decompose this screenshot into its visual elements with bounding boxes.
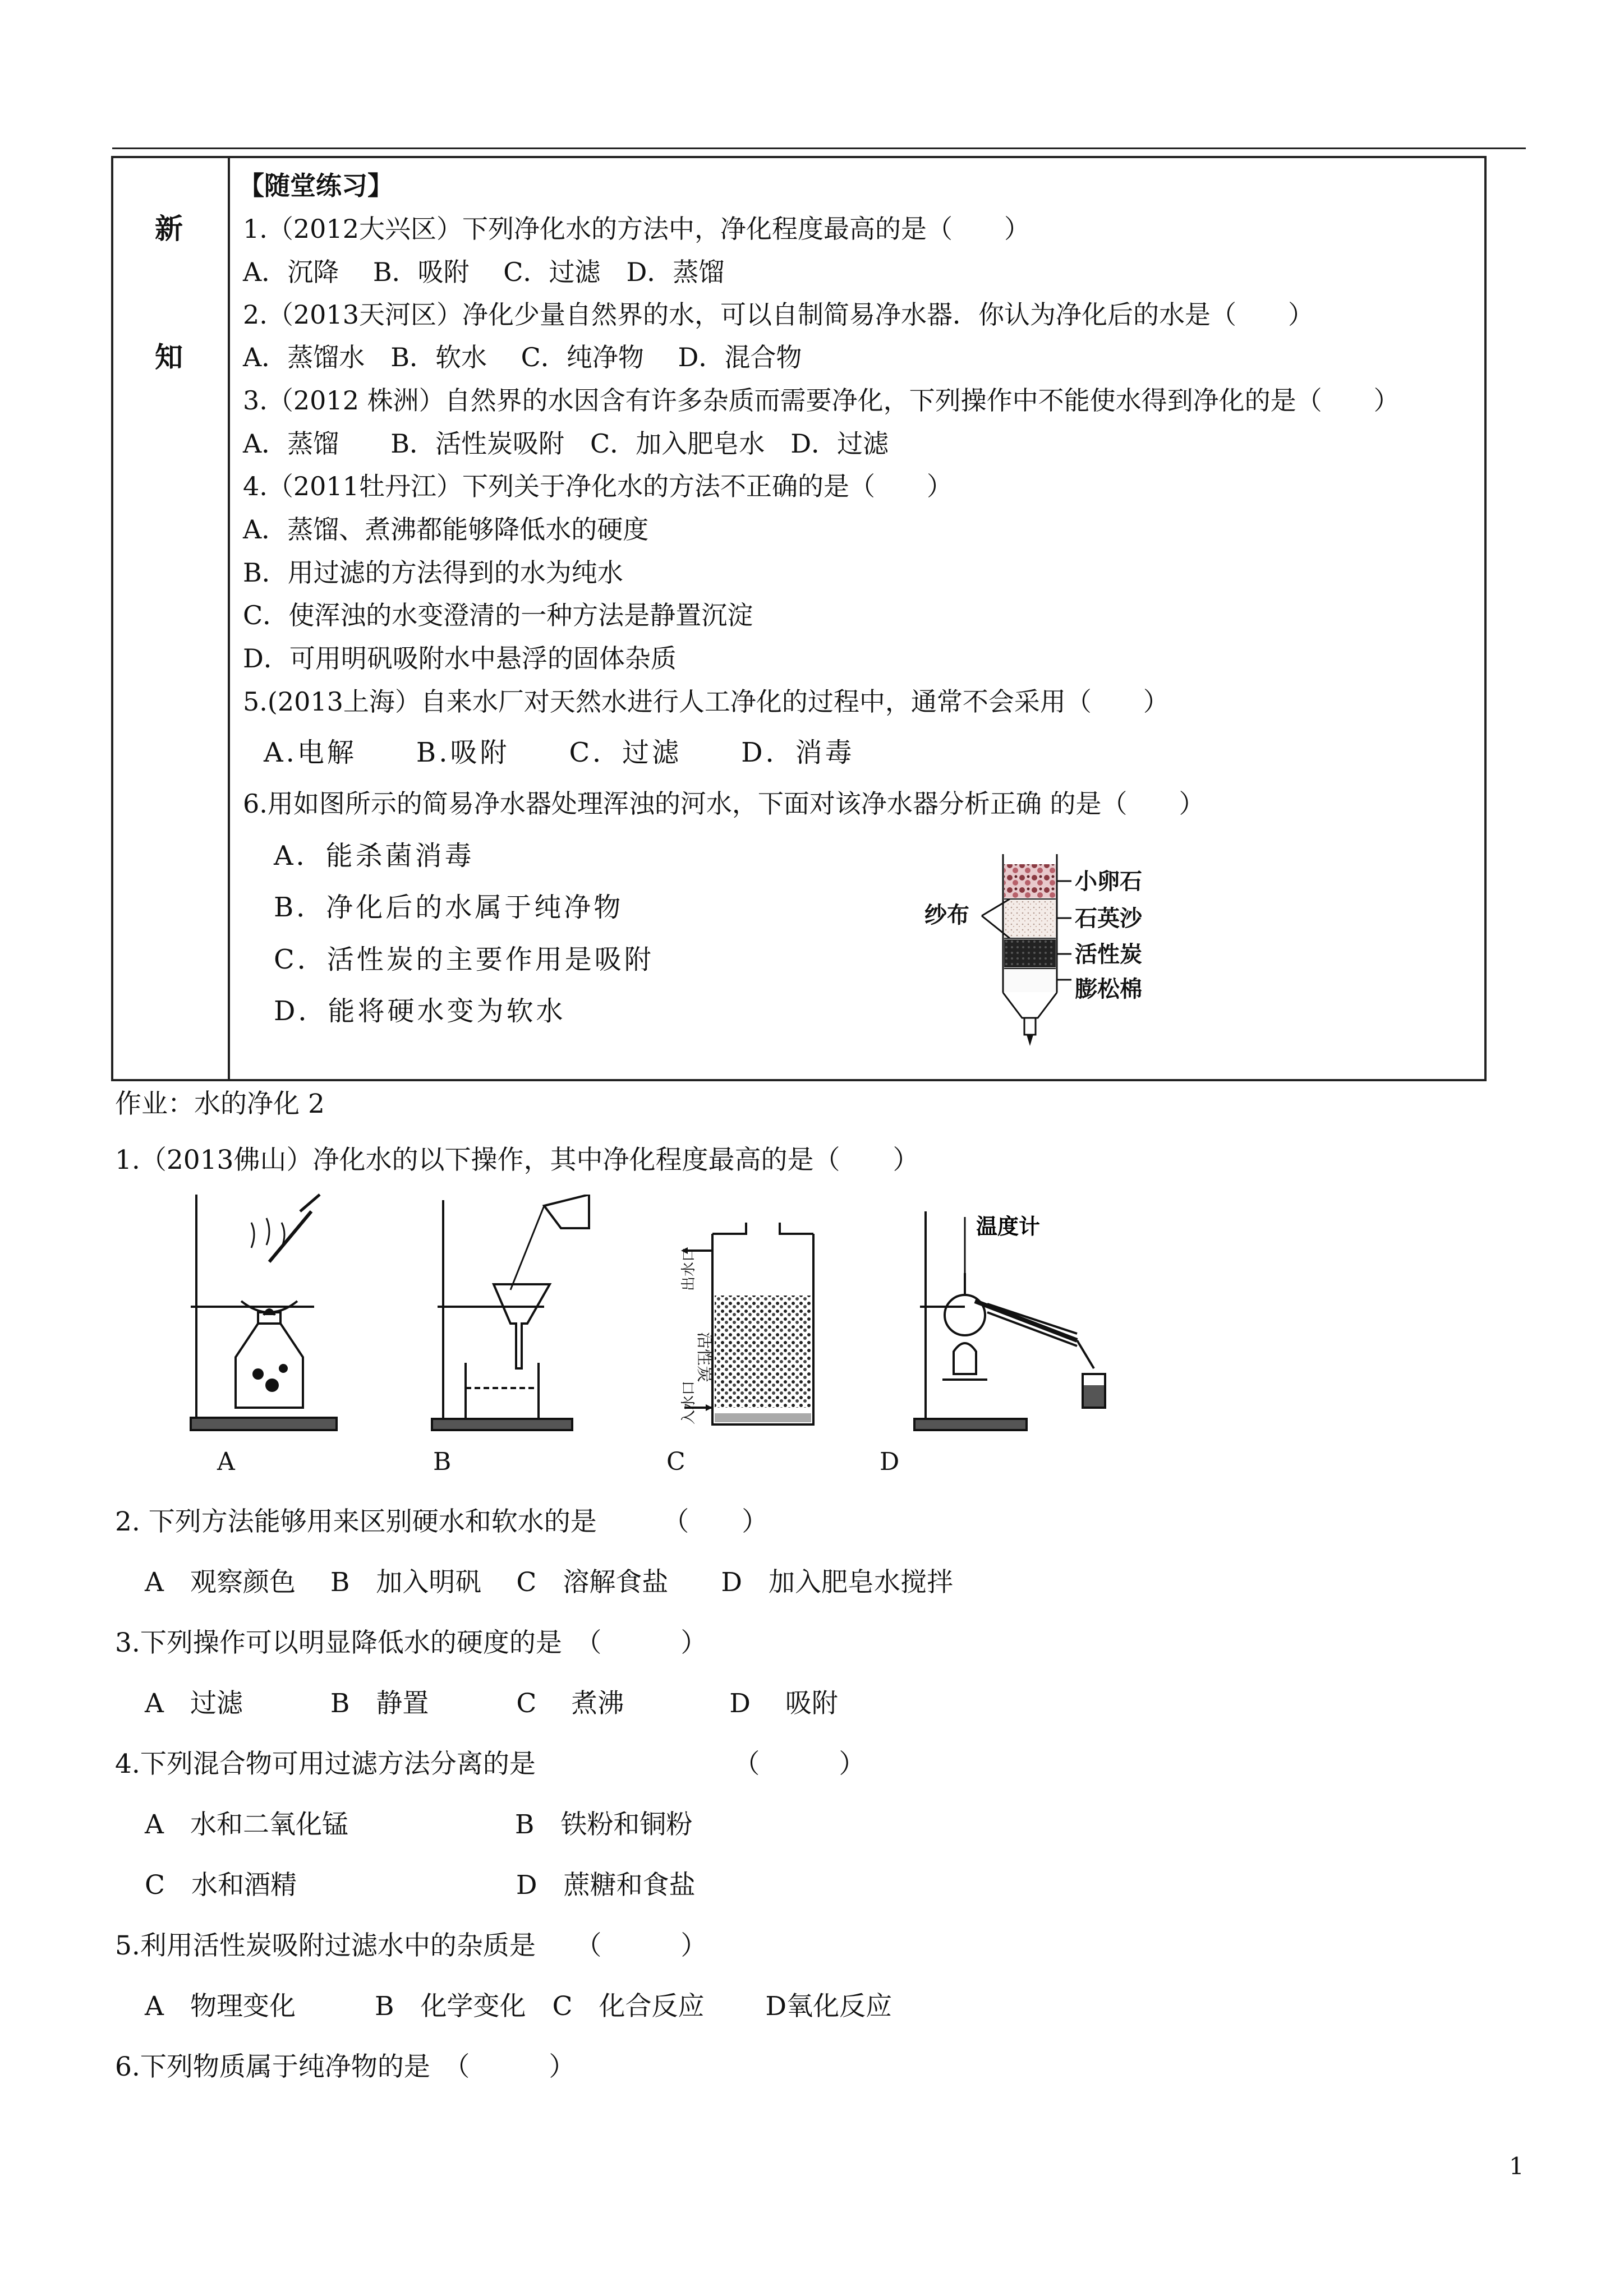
practice-q3: 3.（2012 株洲）自然界的水因含有许多杂质而需要净化，下列操作中不能使水得到净化的是（ ） xyxy=(243,385,1400,416)
label-outlet: 出水口 xyxy=(680,1247,697,1292)
label-quartz: 石英沙 xyxy=(1075,906,1142,932)
homework-q2: 2. 下列方法能够用来区别硬水和软水的是 （ ） xyxy=(115,1506,769,1537)
page-number: 1 xyxy=(1509,2152,1524,2180)
figure-label-d: D xyxy=(880,1447,900,1476)
practice-q3-options: A．蒸馏 B．活性炭吸附 C．加入肥皂水 D．过滤 xyxy=(243,428,889,459)
label-cotton: 膨松棉 xyxy=(1075,976,1142,1002)
label-thermometer: 温度计 xyxy=(976,1214,1041,1239)
homework-q4-options-cd: C 水和酒精 D 蔗糖和食盐 xyxy=(145,1870,696,1901)
practice-q4-option-c: C．使浑浊的水变澄清的一种方法是静置沉淀 xyxy=(243,600,753,630)
practice-table-divider xyxy=(228,156,230,1081)
homework-q2-options: A 观察颜色 B 加入明矾 C 溶解食盐 D 加入肥皂水搅拌 xyxy=(145,1567,954,1598)
practice-q2: 2.（2013天河区）净化少量自然界的水，可以自制简易净水器．你认为净化后的水是（ ） xyxy=(243,299,1314,330)
figure-b-filtration xyxy=(426,1195,595,1436)
homework-q5: 5.利用活性炭吸附过滤水中的杂质是 （ ） xyxy=(115,1930,707,1961)
practice-q1: 1.（2012大兴区）下列净化水的方法中，净化程度最高的是（ ） xyxy=(243,214,1030,244)
label-carbon: 活性炭 xyxy=(1075,942,1142,967)
homework-q3: 3.下列操作可以明显降低水的硬度的是 （ ） xyxy=(115,1628,707,1658)
homework-q3-options: A 过滤 B 静置 C 煮沸 D 吸附 xyxy=(145,1688,838,1719)
practice-q4-option-d: D．可用明矾吸附水中悬浮的固体杂质 xyxy=(243,643,677,674)
homework-q4-options-ab: A 水和二氧化锰 B 铁粉和铜粉 xyxy=(145,1809,693,1840)
figure-a-evaporation xyxy=(185,1189,353,1436)
practice-q1-options: A．沉降 B．吸附 C．过滤 D．蒸馏 xyxy=(243,257,725,287)
homework-q5-options: A 物理变化 B 化学变化 C 化合反应 D氧化反应 xyxy=(145,1991,892,2022)
practice-q2-options: A．蒸馏水 B．软水 C．纯净物 D．混合物 xyxy=(243,342,802,372)
label-media: 活性炭 xyxy=(694,1332,714,1382)
practice-q6-option-b: B．净化后的水属于纯净物 xyxy=(274,892,624,923)
label-gauze: 纱布 xyxy=(924,902,969,928)
practice-q6-option-c: C．活性炭的主要作用是吸附 xyxy=(274,944,654,975)
practice-q6-option-a: A．能杀菌消毒 xyxy=(274,840,475,872)
side-label-zhi: 知 xyxy=(155,340,184,374)
water-purifier-figure xyxy=(920,850,1234,1052)
practice-heading: 【随堂练习】 xyxy=(238,170,393,201)
practice-q6-option-d: D．能将硬水变为软水 xyxy=(274,995,566,1027)
practice-q5: 5.(2013上海）自来水厂对天然水进行人工净化的过程中，通常不会采用（ ） xyxy=(243,686,1169,717)
figure-label-b: B xyxy=(433,1447,452,1476)
label-inlet: 入水口 xyxy=(680,1380,697,1424)
header-rule xyxy=(112,147,1526,149)
figure-d-distillation xyxy=(909,1206,1122,1436)
homework-q1: 1.（2013佛山）净化水的以下操作，其中净化程度最高的是（ ） xyxy=(115,1145,919,1175)
practice-q6: 6.用如图所示的简易净水器处理浑浊的河水，下面对该净水器分析正确 的是（ ） xyxy=(243,789,1205,819)
homework-title: 作业：水的净化 2 xyxy=(115,1089,325,1119)
practice-q4-option-a: A．蒸馏、煮沸都能够降低水的硬度 xyxy=(243,514,649,545)
practice-q5-options: A.电解 B.吸附 C．过滤 D．消毒 xyxy=(264,737,855,768)
figure-c-column xyxy=(673,1223,830,1436)
label-pebble: 小卵石 xyxy=(1075,869,1142,895)
figure-label-a: A xyxy=(217,1447,235,1476)
side-label-xin: 新 xyxy=(155,212,184,245)
practice-q4-option-b: B．用过滤的方法得到的水为纯水 xyxy=(243,557,623,588)
practice-q4: 4.（2011牡丹江）下列关于净化水的方法不正确的是（ ） xyxy=(243,471,953,501)
homework-q6: 6.下列物质属于纯净物的是 （ ） xyxy=(115,2051,576,2082)
homework-q4: 4.下列混合物可用过滤方法分离的是 （ ） xyxy=(115,1749,866,1779)
figure-label-c: C xyxy=(666,1447,686,1476)
